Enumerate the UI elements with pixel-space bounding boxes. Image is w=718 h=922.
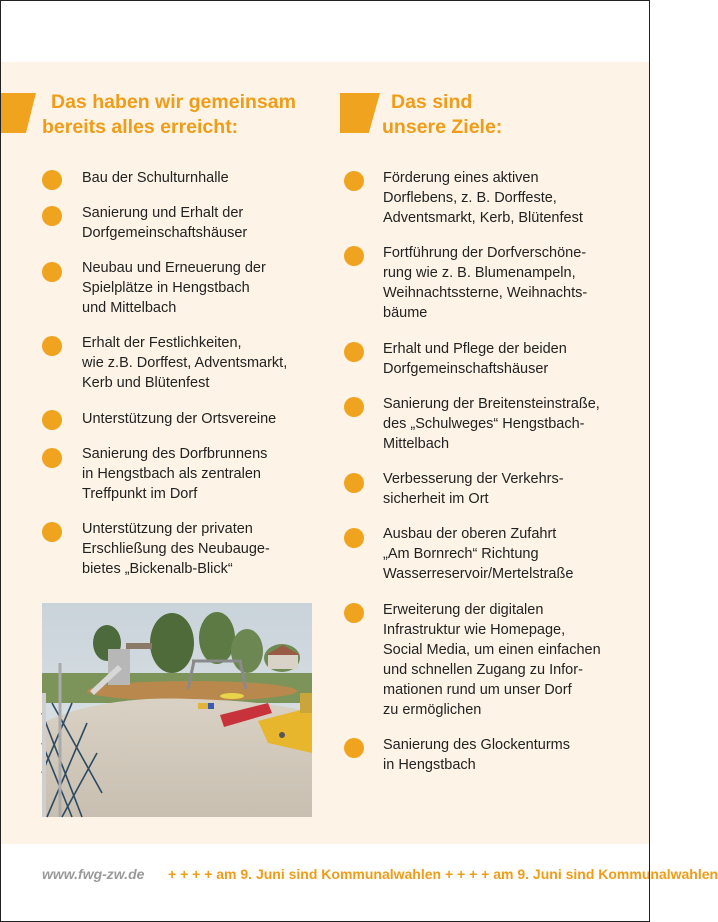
list-item-line: Verbesserung der Verkehrs- <box>383 471 564 487</box>
bullet-dot <box>344 528 364 548</box>
achievements-heading-line-1: Das haben wir gemeinsam <box>51 91 296 113</box>
list-item-line: Kerb und Blütenfest <box>82 375 210 391</box>
list-item-line: Bau der Schulturnhalle <box>82 170 229 186</box>
achievements-heading <box>0 88 320 144</box>
achievements-heading-line-2: bereits alles erreicht: <box>42 116 239 138</box>
list-item-line: und schnellen Zugang zu Infor- <box>383 662 583 678</box>
bullet-dot <box>42 262 62 282</box>
list-item-line: in Hengstbach als zentralen <box>82 466 261 482</box>
list-item-line: mationen rund um unser Dorf <box>383 682 572 698</box>
bullet-dot <box>42 448 62 468</box>
list-item-line: Erhalt und Pflege der beiden <box>383 341 567 357</box>
list-item-line: Dorfgemeinschaftshäuser <box>82 225 248 241</box>
list-item-line: Unterstützung der Ortsvereine <box>82 411 277 427</box>
list-item-line: Sanierung der Breitensteinstraße, <box>383 396 600 412</box>
list-item-line: Social Media, um einen einfachen <box>383 642 601 658</box>
list-item-line: Fortführung der Dorfverschöne- <box>383 245 587 261</box>
list-item-line: Wasserreservoir/Mertelstraße <box>383 566 574 582</box>
list-item-line: Förderung eines aktiven <box>383 170 539 186</box>
list-item-line: „Am Bornrech“ Richtung <box>383 546 539 562</box>
list-item-line: Unterstützung der privaten <box>82 521 253 537</box>
bullet-dot <box>344 603 364 623</box>
list-item-line: Sanierung und Erhalt der <box>82 205 244 221</box>
goals-heading <box>338 88 650 144</box>
list-item-line: zu ermöglichen <box>383 702 482 718</box>
list-item-line: und Mittelbach <box>82 300 177 316</box>
bullet-dot <box>42 336 62 356</box>
bullet-dot <box>344 397 364 417</box>
goals-heading-line-1: Das sind <box>391 91 473 113</box>
list-item-line: wie z.B. Dorffest, Adventsmarkt, <box>82 355 288 371</box>
goals-column <box>338 88 650 144</box>
list-item-line: Neubau und Erneuerung der <box>82 260 266 276</box>
list-item-line: Erhalt der Festlichkeiten, <box>82 335 242 351</box>
list-item-line: sicherheit im Ort <box>383 491 489 507</box>
list-item-line: Erweiterung der digitalen <box>383 602 544 618</box>
bullet-dot <box>42 522 62 542</box>
bullet-dot <box>344 246 364 266</box>
list-item-line: Adventsmarkt, Kerb, Blütenfest <box>383 210 583 226</box>
list-item-line: in Hengstbach <box>383 757 476 773</box>
list-item-line: Treffpunkt im Dorf <box>82 486 198 502</box>
bullet-dot <box>344 473 364 493</box>
footer-website: www.fwg-zw.de <box>42 866 145 882</box>
bullet-dot <box>42 410 62 430</box>
list-item-line: Sanierung des Glockenturms <box>383 737 570 753</box>
bullet-dot <box>344 171 364 191</box>
list-item-line: Ausbau der oberen Zufahrt <box>383 526 557 542</box>
playground-photo <box>42 603 312 817</box>
list-item-line: Mittelbach <box>383 436 450 452</box>
list-item-line: bietes „Bickenalb-Blick“ <box>82 561 233 577</box>
heading-accent-shape <box>0 93 36 133</box>
list-item-line: Infrastruktur wie Homepage, <box>383 622 566 638</box>
bullet-dot <box>344 738 364 758</box>
goals-heading-line-2: unsere Ziele: <box>382 116 503 138</box>
achievements-column <box>0 88 320 144</box>
heading-accent-shape <box>340 93 380 133</box>
list-item-line: des „Schulweges“ Hengstbach- <box>383 416 585 432</box>
bullet-dot <box>344 342 364 362</box>
list-item-line: Erschließung des Neubauge- <box>82 541 270 557</box>
list-item-line: Dorflebens, z. B. Dorffeste, <box>383 190 557 206</box>
list-item-line: Sanierung des Dorfbrunnens <box>82 446 268 462</box>
list-item-line: Weihnachtssterne, Weihnachts- <box>383 285 588 301</box>
list-item-line: Dorfgemeinschaftshäuser <box>383 361 549 377</box>
election-ticker: + + + + am 9. Juni sind Kommunalwahlen + + + + am 9. Juni sind Kommunalwahlen <box>168 866 718 882</box>
bullet-dot <box>42 206 62 226</box>
list-item-line: rung wie z. B. Blumenampeln, <box>383 265 576 281</box>
list-item-line: bäume <box>383 305 428 321</box>
list-item-line: Spielplätze in Hengstbach <box>82 280 250 296</box>
bullet-dot <box>42 170 62 190</box>
